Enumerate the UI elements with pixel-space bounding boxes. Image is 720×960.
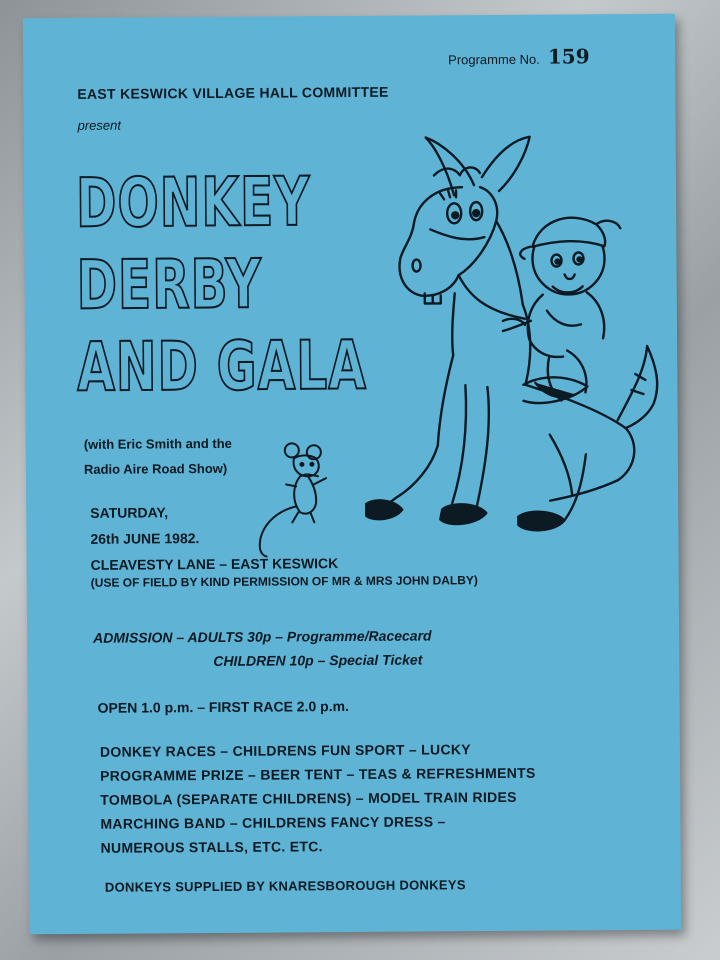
activity-line: DONKEY RACES – CHILDRENS FUN SPORT – LUCKY — [99, 741, 471, 760]
activity-line: TOMBOLA (SEPARATE CHILDRENS) – MODEL TRAIN RIDES — [100, 788, 517, 808]
guest-line-2: Radio Aire Road Show) — [83, 460, 228, 477]
event-date: 26th JUNE 1982. — [90, 530, 200, 547]
event-details — [90, 498, 338, 578]
opening-times: OPEN 1.0 p.m. – FIRST RACE 2.0 p.m. — [97, 698, 349, 716]
event-day: SATURDAY, — [90, 504, 169, 521]
title-line-1: DONKEY — [75, 162, 311, 243]
guest-text — [84, 431, 232, 482]
programme-sheet — [23, 14, 681, 935]
activity-line: PROGRAMME PRIZE – BEER TENT – TEAS & REFRESHMENTS — [100, 764, 536, 784]
programme-number-value: 159 — [547, 44, 590, 69]
activities-list — [100, 737, 536, 860]
activity-line: MARCHING BAND – CHILDRENS FANCY DRESS – — [100, 813, 446, 832]
activity-line: NUMEROUS STALLS, ETC. ETC. — [100, 838, 323, 856]
admission-row-1: ADMISSION – ADULTS 30p – Programme/Racecard — [93, 627, 432, 646]
committee-heading: EAST KESWICK VILLAGE HALL COMMITTEE — [77, 83, 389, 102]
title-line-3: AND GALA — [76, 325, 368, 407]
title-line-2: DERBY — [76, 244, 263, 325]
admission-prices — [93, 623, 432, 673]
donkey-with-jockey-illustration — [334, 124, 667, 546]
programme-label: Programme No. — [448, 51, 540, 68]
event-venue: CLEAVESTY LANE – EAST KESWICK — [90, 555, 339, 573]
admission-row-2: CHILDREN 10p – Special Ticket — [213, 651, 423, 669]
field-permission: (USE OF FIELD BY KIND PERMISSION OF MR & MRS JOHN DALBY) — [90, 573, 478, 590]
donkeys-supplier: DONKEYS SUPPLIED BY KNARESBOROUGH DONKEYS — [104, 877, 466, 895]
programme-number — [448, 44, 590, 69]
guest-line-1: (with Eric Smith and the — [83, 435, 232, 452]
present-text: present — [77, 117, 121, 133]
